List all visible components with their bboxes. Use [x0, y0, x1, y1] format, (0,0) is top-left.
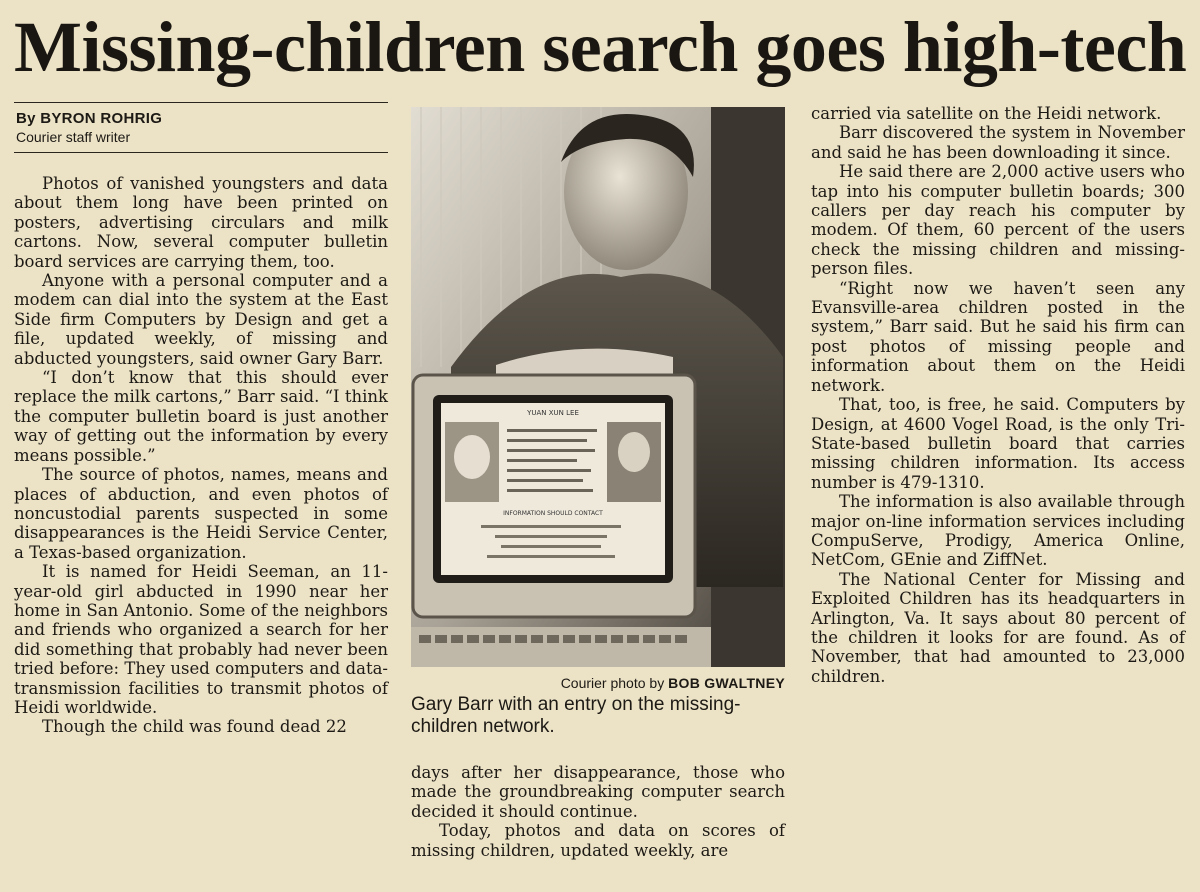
- byline: [16, 110, 386, 146]
- screen-name-text: YUAN XUN LEE: [527, 409, 579, 417]
- article-column-3: [811, 104, 1185, 686]
- paragraph: The source of photos, names, means and places of abduction, and even photos of noncustodial parents suspected in some disappearances is the Heidi Service Center, a Texas-based organization.: [14, 465, 388, 562]
- byline-title: Courier staff writer: [16, 129, 131, 145]
- headline: Missing-children search goes high-tech: [14, 7, 1187, 87]
- paragraph: Today, photos and data on scores of missing children, updated weekly, are: [411, 821, 785, 860]
- paragraph: Barr discovered the system in November and said he has been downloading it since.: [811, 123, 1185, 162]
- screen-heading-text: INFORMATION SHOULD CONTACT: [503, 510, 603, 517]
- paragraph: He said there are 2,000 active users who tap into his computer bulletin boards; 300 callers per day reach his computer by modem. Of them, 60 percent of the users check the missing children and missing-person files.: [811, 162, 1185, 279]
- byline-top-rule: [14, 102, 388, 103]
- paragraph: Photos of vanished youngsters and data about them long have been printed on posters, advertising circulars and milk cartons. Now, several computer bulletin board services are carrying them, too.: [14, 174, 388, 271]
- paragraph: That, too, is free, he said. Computers by Design, at 4600 Vogel Road, is the only Tri-State-based bulletin board that carries missing children information. Its access number is 479-1310.: [811, 395, 1185, 492]
- photo-illustration: [411, 107, 785, 667]
- paragraph: The National Center for Missing and Exploited Children has its headquarters in Arlington, Va. It says about 80 percent of the children it looks for are found. As of November, that had amounted to 23,000 children.: [811, 569, 1185, 686]
- photo-credit-prefix: Courier photo by: [560, 675, 665, 691]
- paragraph: “Right now we haven’t seen any Evansville-area children posted in the system,” Barr said. But he said his firm can post photos of missing people and information about them on the Heidi network.: [811, 278, 1185, 395]
- paragraph: “I don’t know that this should ever replace the milk cartons,” Barr said. “I think the computer bulletin board is just another way of getting out the information by every means possible.”: [14, 368, 388, 465]
- photo-credit-name: BOB GWALTNEY: [668, 675, 785, 691]
- byline-name: By BYRON ROHRIG: [16, 110, 163, 127]
- byline-bottom-rule: [14, 152, 388, 153]
- paragraph: Anyone with a personal computer and a modem can dial into the system at the East Side firm Computers by Design and get a file, updated weekly, of missing and abducted youngsters, said owner Gary Barr.: [14, 271, 388, 368]
- photo-caption: Gary Barr with an entry on the missing-children network.: [411, 694, 741, 737]
- paragraph: The information is also available through major on-line information services including CompuServe, Prodigy, America Online, NetCom, GEnie and ZiffNet.: [811, 492, 1185, 570]
- photo-credit: [411, 674, 785, 692]
- article-column-2: [411, 763, 785, 860]
- paragraph: carried via satellite on the Heidi network.: [811, 104, 1162, 123]
- paragraph: days after her disappearance, those who made the groundbreaking computer search decided it should continue.: [411, 763, 785, 821]
- paragraph: Though the child was found dead 22: [42, 717, 347, 737]
- paragraph: It is named for Heidi Seeman, an 11-year-old girl abducted in 1990 near her home in San Antonio. Some of the neighbors and friends who organized a search for her did something that probably had never been tried before: They used computers and data-transmission facilities to transmit photos of Heidi worldwide.: [14, 562, 388, 717]
- article-column-1: [14, 174, 388, 737]
- news-photo: [411, 107, 785, 667]
